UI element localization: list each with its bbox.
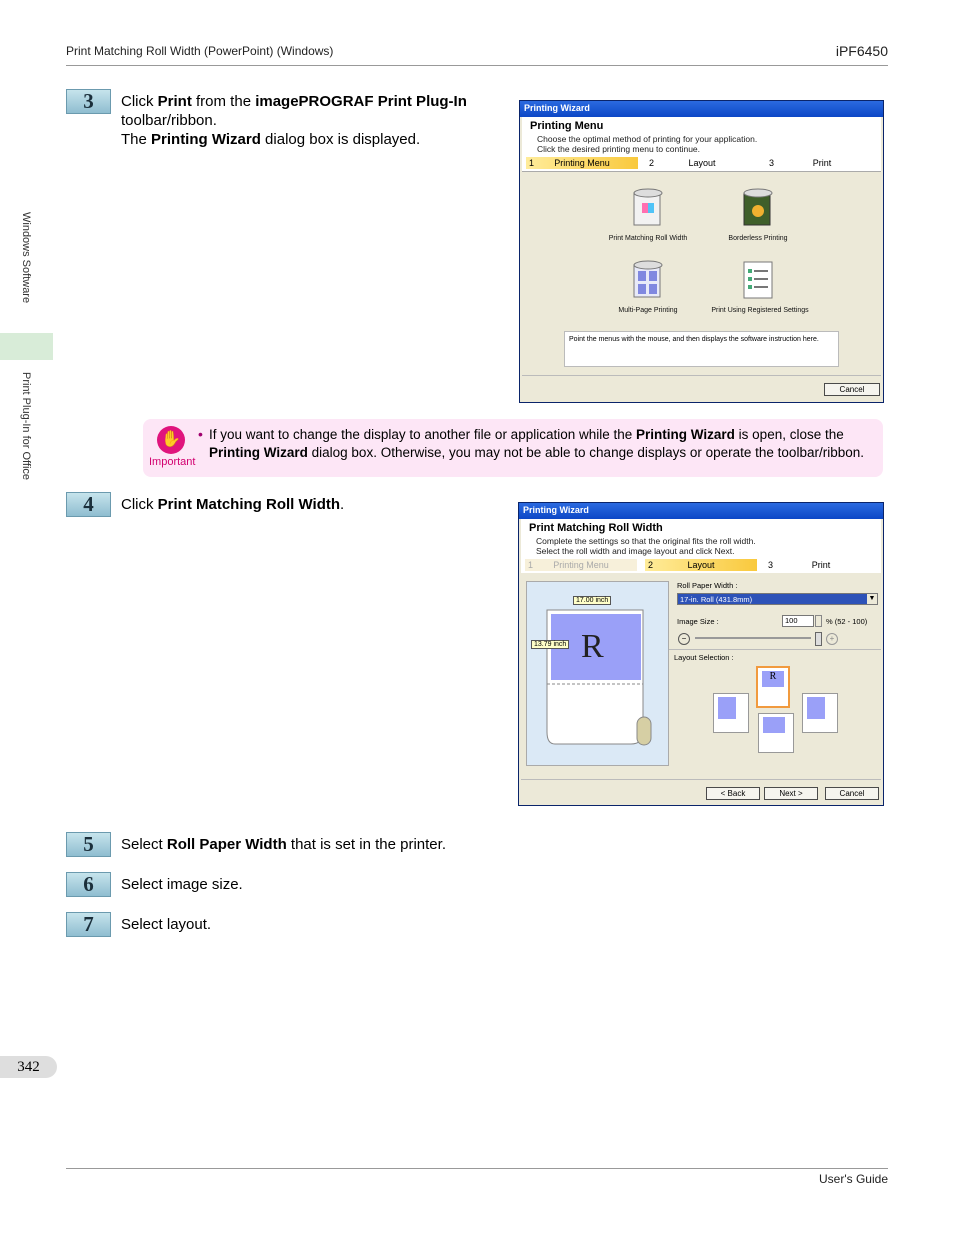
roll-width-select[interactable]: 17-in. Roll (431.8mm) <box>677 593 878 605</box>
roll-width-icon[interactable] <box>628 187 668 229</box>
instruction-box: Point the menus with the mouse, and then displays the software instruction here. <box>564 331 839 367</box>
wizard-step-2: 2 Layout <box>649 158 716 168</box>
footer-rule <box>66 1168 888 1169</box>
important-text: If you want to change the display to another file or application while the Printing Wizard is open, close the Printing Wizard dialog box. Otherwise, you may not be able to change displays or operate the toolbar/ribbon. <box>209 427 864 460</box>
step-3-badge: 3 <box>66 89 111 114</box>
side-section-windows-software: Windows Software <box>20 212 32 304</box>
layout-option-rotate-left[interactable] <box>713 693 749 733</box>
dialog-titlebar: Printing Wizard <box>520 101 883 117</box>
next-button[interactable]: Next > <box>764 787 818 800</box>
printing-wizard-dialog-menu <box>519 100 884 403</box>
side-section-marker <box>0 333 53 360</box>
dialog-header <box>522 117 881 171</box>
back-button[interactable]: < Back <box>706 787 760 800</box>
step-6-text: Select image size. <box>121 876 243 893</box>
height-dimension-label: 13.79 inch <box>531 640 569 649</box>
image-size-spinner[interactable] <box>815 615 822 627</box>
zoom-in-icon[interactable]: + <box>826 633 838 645</box>
multi-page-icon[interactable] <box>628 259 668 301</box>
layout-option-rotate-right[interactable] <box>802 693 838 733</box>
step-4-text: Click Print Matching Roll Width. <box>121 496 345 513</box>
image-size-label: Image Size : <box>677 617 719 626</box>
step-6-badge: 6 <box>66 872 111 897</box>
image-size-input[interactable]: 100 <box>782 615 814 627</box>
cancel-button[interactable]: Cancel <box>824 383 880 396</box>
cancel-button[interactable]: Cancel <box>825 787 879 800</box>
layout-option-portrait[interactable] <box>756 666 790 708</box>
step-3-text: Click Print from the imagePROGRAF Print Plug-In toolbar/ribbon. The Printing Wizard dialog box is displayed. <box>121 93 467 148</box>
running-header-model: iPF6450 <box>835 43 888 59</box>
width-dimension-label: 17.00 inch <box>573 596 611 605</box>
menu-item-borderless[interactable]: Borderless Printing <box>728 235 788 242</box>
wizard-step-2: 2 Layout <box>645 559 757 571</box>
image-size-range: % (52 - 100) <box>826 617 868 626</box>
side-section-plugin: Print Plug-In for Office <box>20 372 32 481</box>
image-size-slider-track[interactable] <box>695 637 811 639</box>
image-size-slider-thumb[interactable] <box>815 632 822 646</box>
wizard-step-1: 1 Printing Menu <box>526 157 638 169</box>
menu-item-registered-settings[interactable]: Print Using Registered Settings <box>711 307 809 314</box>
preview-letter: R <box>581 628 604 665</box>
dialog-header <box>521 519 881 573</box>
wizard-step-1: 1 Printing Menu <box>525 559 637 571</box>
registered-settings-icon[interactable] <box>740 259 780 301</box>
layout-selection-label: Layout Selection : <box>674 653 734 662</box>
important-label: Important <box>149 456 196 468</box>
dialog-heading: Printing Menu <box>530 120 604 132</box>
bullet: • <box>198 426 203 442</box>
wizard-step-3: 3 Print <box>768 560 831 570</box>
dialog-description: Complete the settings so that the original fits the roll width. Select the roll width and image layout and click Next. <box>536 536 756 556</box>
step-4-badge: 4 <box>66 492 111 517</box>
wizard-step-3: 3 Print <box>769 158 832 168</box>
layout-option-letter: R <box>762 671 784 687</box>
printing-wizard-dialog-layout <box>518 502 884 806</box>
hand-stop-icon: ✋ <box>157 426 185 454</box>
layout-option-upside-down[interactable] <box>758 713 794 753</box>
dialog-description: Choose the optimal method of printing for your application. Click the desired printing menu to continue. <box>537 134 758 154</box>
menu-item-roll-width[interactable]: Print Matching Roll Width <box>608 235 688 242</box>
step-5-text: Select Roll Paper Width that is set in the printer. <box>121 836 446 853</box>
footer-text: User's Guide <box>819 1172 888 1186</box>
step-7-badge: 7 <box>66 912 111 937</box>
layout-preview <box>526 581 669 766</box>
chevron-down-icon[interactable]: ▼ <box>868 595 876 602</box>
step-5-badge: 5 <box>66 832 111 857</box>
header-rule <box>66 65 888 66</box>
borderless-icon[interactable] <box>738 187 778 229</box>
running-header-title: Print Matching Roll Width (PowerPoint) (Windows) <box>66 44 334 58</box>
menu-item-multi-page[interactable]: Multi-Page Printing <box>618 307 678 314</box>
dialog-heading: Print Matching Roll Width <box>529 522 663 534</box>
zoom-out-icon[interactable]: − <box>678 633 690 645</box>
step-7-text: Select layout. <box>121 916 212 933</box>
page-number: 342 <box>0 1056 57 1078</box>
roll-width-label: Roll Paper Width : <box>677 581 738 590</box>
dialog-titlebar: Printing Wizard <box>519 503 883 519</box>
